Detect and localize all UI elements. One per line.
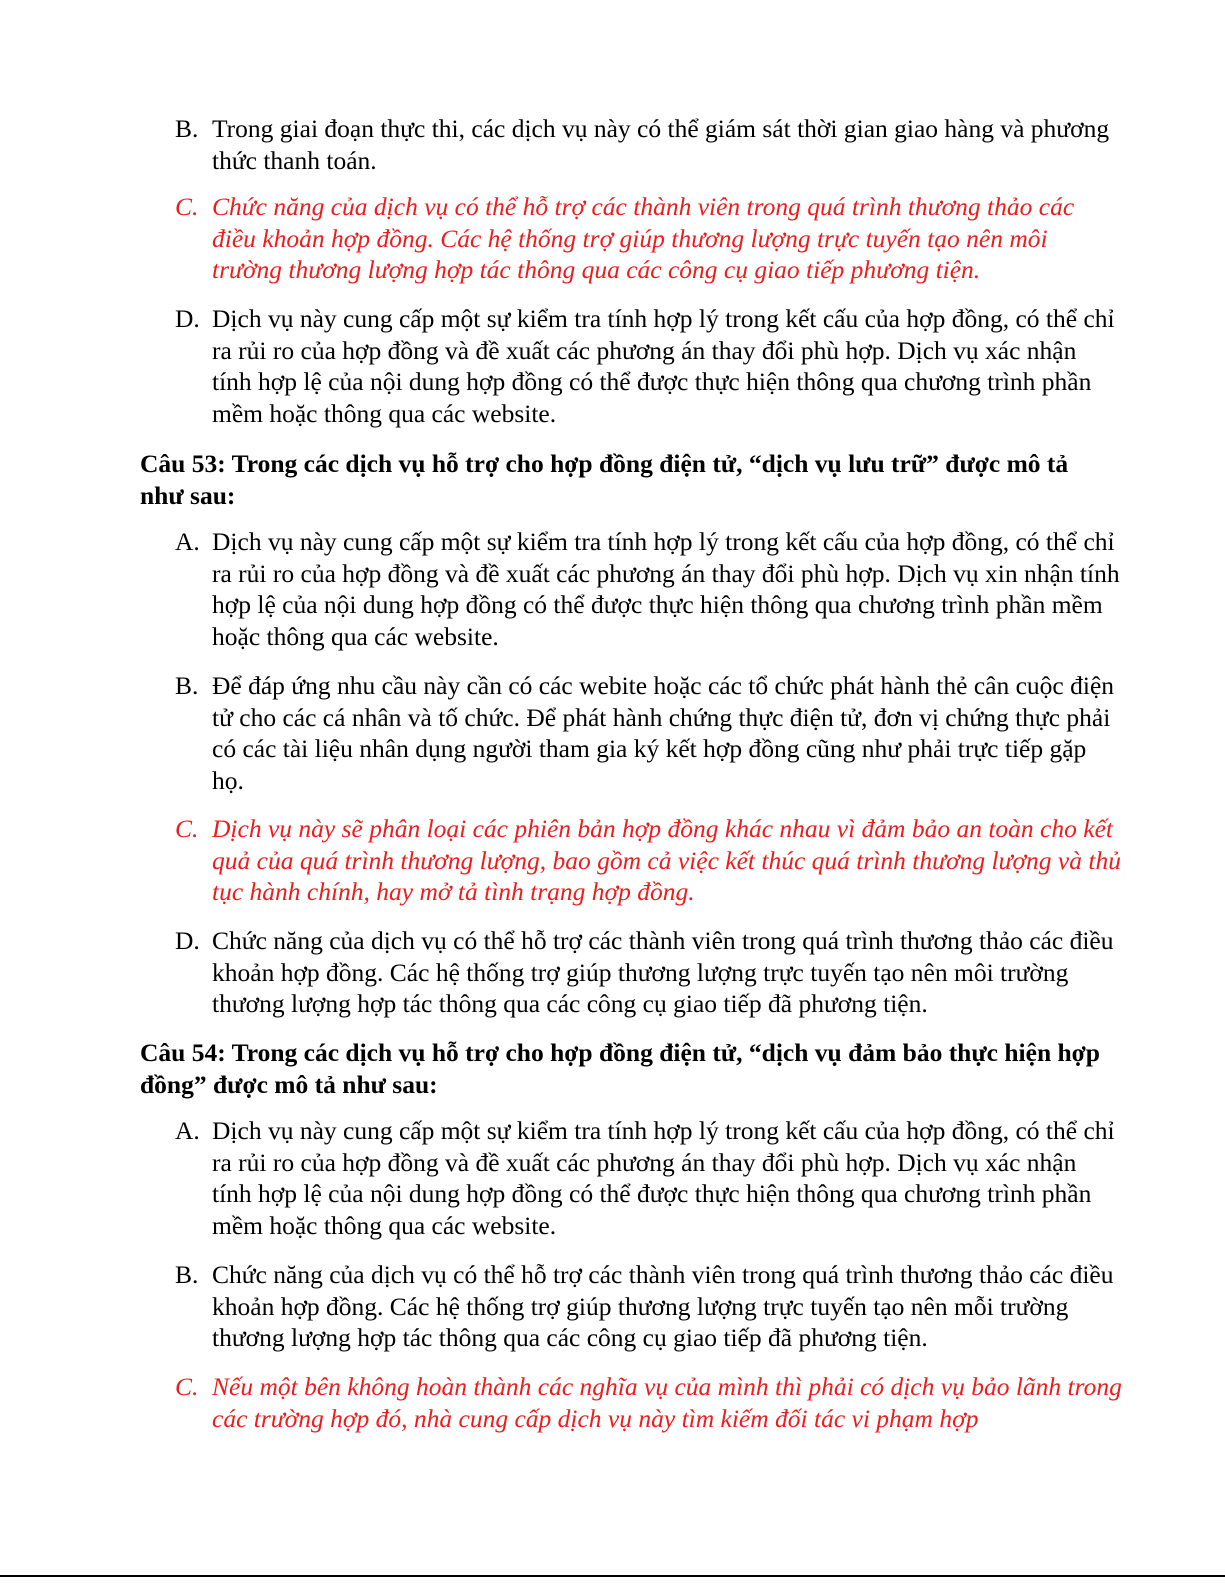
option-text: Để đáp ứng nhu cầu này cần có các webite hoặc các tổ chức phát hành thẻ cân cuộc điện tử cho các cá nhân và tố chức. Để phát hành chứng thực điện tử, đơn vị chứng thực phải có các tài liệu nhân dụng người tham gia ký kết hợp đồng cũng như phải trực tiếp gặp họ. <box>212 671 1115 795</box>
option-text: Chức năng của dịch vụ có thể hỗ trợ các thành viên trong quá trình thương thảo các điều khoản hợp đồng. Các hệ thống trợ giúp thương lượng trực tuyến tạo nên môi trường thương lượng hợp tác thông qua các công cụ giao tiếp phương tiện. <box>212 192 1075 285</box>
page-bottom-rule <box>0 1575 1225 1577</box>
option-label: A. <box>175 1116 200 1145</box>
option-label: B. <box>175 114 199 143</box>
option-label: C. <box>175 192 199 221</box>
option-text: Nếu một bên không hoàn thành các nghĩa vụ của mình thì phải có dịch vụ bảo lãnh trong các trường hợp đó, nhà cung cấp dịch vụ này tìm kiếm đối tác vi phạm hợp <box>212 1372 1122 1433</box>
question-53-title: Câu 53: Trong các dịch vụ hỗ trợ cho hợp đồng điện tử, “dịch vụ lưu trữ” được mô tả như sau: <box>140 449 1069 510</box>
option-text: Trong giai đoạn thực thi, các dịch vụ này có thể giám sát thời gian giao hàng và phương thức thanh toán. <box>212 114 1110 175</box>
option-label: C. <box>175 814 199 843</box>
option-text: Dịch vụ này cung cấp một sự kiểm tra tính hợp lý trong kết cấu của hợp đồng, có thể chỉ ra rủi ro của hợp đồng và đề xuất các phương án thay đổi phù hợp. Dịch vụ xin nhận tính hợp lệ của nội dung hợp đồng có thể được thực hiện thông qua chương trình phần mềm hoặc thông qua các website. <box>212 527 1120 651</box>
option-label: C. <box>175 1372 199 1401</box>
option-text: Dịch vụ này cung cấp một sự kiểm tra tính hợp lý trong kết cấu của hợp đồng, có thể chỉ ra rủi ro của hợp đồng và đề xuất các phương án thay đổi phù hợp. Dịch vụ xác nhận tính hợp lệ của nội dung hợp đồng có thể được thực hiện thông qua chương trình phần mềm hoặc thông qua các website. <box>212 1116 1115 1240</box>
option-text: Dịch vụ này sẽ phân loại các phiên bản hợp đồng khác nhau vì đảm bảo an toàn cho kết quả của quá trình thương lượng, bao gồm cả việc kết thúc quá trình thương lượng và thủ tục hành chính, hay mở tả tình trạng hợp đồng. <box>212 814 1121 907</box>
option-label: D. <box>175 304 200 333</box>
option-label: A. <box>175 527 200 556</box>
option-label: B. <box>175 1260 199 1289</box>
option-text: Chức năng của dịch vụ có thể hỗ trợ các thành viên trong quá trình thương thảo các điều khoản hợp đồng. Các hệ thống trợ giúp thương lượng trực tuyến tạo nên môi trường thương lượng hợp tác thông qua các công cụ giao tiếp đã phương tiện. <box>212 926 1114 1019</box>
option-label: D. <box>175 926 200 955</box>
question-54-title: Câu 54: Trong các dịch vụ hỗ trợ cho hợp đồng điện tử, “dịch vụ đảm bảo thực hiện hợp đồng” được mô tả như sau: <box>140 1038 1100 1099</box>
option-text: Dịch vụ này cung cấp một sự kiểm tra tính hợp lý trong kết cấu của hợp đồng, có thể chỉ ra rủi ro của hợp đồng và đề xuất các phương án thay đổi phù hợp. Dịch vụ xác nhận tính hợp lệ của nội dung hợp đồng có thể được thực hiện thông qua chương trình phần mềm hoặc thông qua các website. <box>212 304 1115 428</box>
option-label: B. <box>175 671 199 700</box>
option-text: Chức năng của dịch vụ có thể hỗ trợ các thành viên trong quá trình thương thảo các điều khoản hợp đồng. Các hệ thống trợ giúp thương lượng trực tuyến tạo nên mỗi trường thương lượng hợp tác thông qua các công cụ giao tiếp đã phương tiện. <box>212 1260 1114 1353</box>
